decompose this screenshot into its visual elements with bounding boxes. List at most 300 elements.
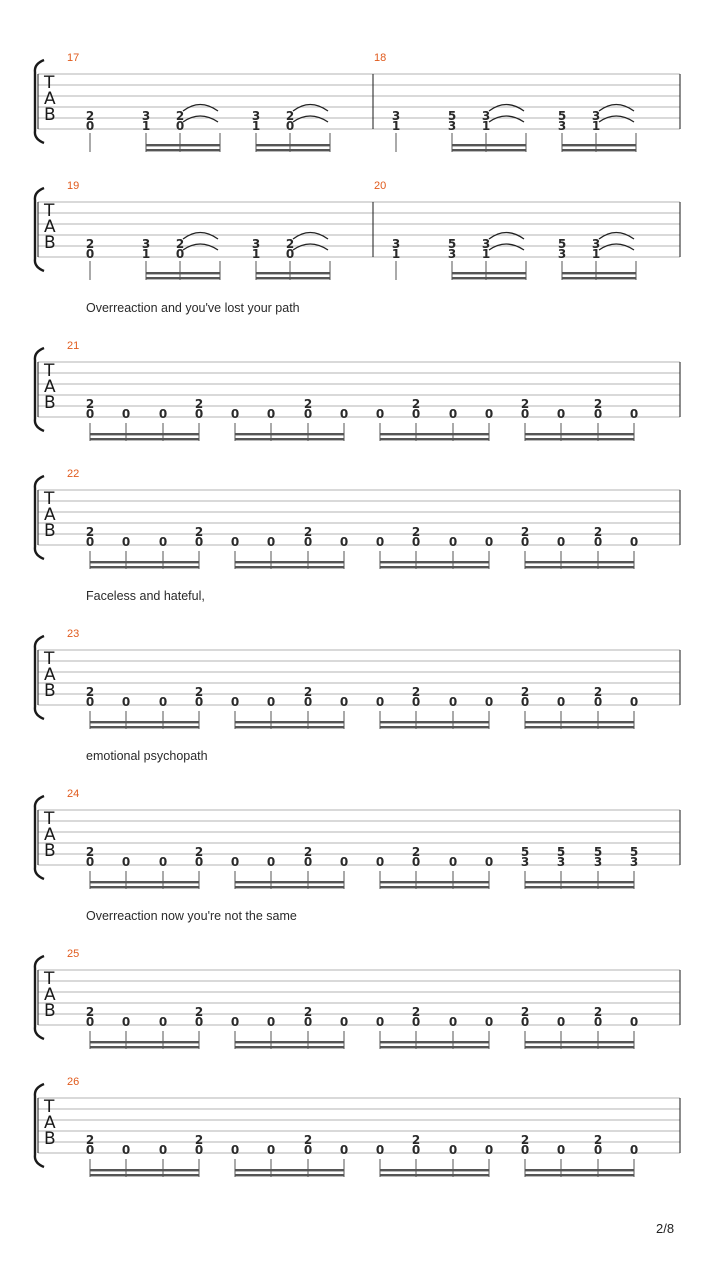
fret-number: 3 [557,119,567,133]
fret-number: 0 [121,1143,131,1157]
fret-number: 2 [303,845,313,859]
fret-number: 0 [448,855,458,869]
fret-number: 0 [175,119,185,133]
fret-number: 1 [391,247,401,261]
fret-number: 1 [141,119,151,133]
fret-number: 3 [520,855,530,869]
tab-system [35,909,680,1049]
fret-number: 5 [556,845,566,859]
slur-tie [489,116,524,122]
tab-system [35,749,680,889]
fret-number: 0 [85,1015,95,1029]
fret-number: 0 [593,407,603,421]
fret-number: 2 [194,525,204,539]
beam [380,1041,489,1043]
fret-number: 0 [448,695,458,709]
fret-number: 2 [285,109,295,123]
beam [90,726,199,728]
fret-number: 0 [520,535,530,549]
tab-clef-letter: A [44,377,56,397]
beam [90,561,199,563]
fret-number: 2 [85,845,95,859]
measure-number: 24 [67,788,80,800]
slur-tie [293,105,328,112]
fret-number: 1 [591,247,601,261]
fret-number: 0 [266,855,276,869]
lyric-line: Faceless and hateful, [86,589,205,603]
tab-system [35,180,680,280]
fret-number: 0 [194,1143,204,1157]
fret-number: 1 [251,247,261,261]
fret-number: 2 [303,685,313,699]
fret-number: 2 [411,397,421,411]
fret-number: 0 [448,535,458,549]
beam [235,726,344,728]
tab-clef-letter: B [44,1001,56,1021]
tab-clef-letter: A [44,217,56,237]
lyric-line: Overreaction and you've lost your path [86,301,300,315]
beam [256,149,330,151]
tab-clef-letter: T [44,361,55,381]
beam [452,272,526,274]
fret-number: 1 [251,119,261,133]
fret-number: 3 [391,109,401,123]
fret-number: 0 [484,695,494,709]
fret-number: 0 [375,407,385,421]
beam [452,144,526,146]
fret-number: 2 [593,1133,603,1147]
fret-number: 0 [230,407,240,421]
slur-tie [489,244,524,250]
beam [90,1046,199,1048]
beam [525,433,634,435]
fret-number: 0 [593,1015,603,1029]
beam [562,149,636,151]
slur-tie [489,233,524,240]
slur-tie [183,105,218,112]
tab-clef-letter: A [44,1113,56,1133]
fret-number: 3 [593,855,603,869]
fret-number: 0 [194,695,204,709]
fret-number: 0 [121,855,131,869]
tab-clef-letter: B [44,841,56,861]
beam [562,277,636,279]
fret-number: 0 [158,1143,168,1157]
beam [380,566,489,568]
fret-number: 0 [556,535,566,549]
fret-number: 0 [484,1015,494,1029]
fret-number: 3 [481,109,491,123]
fret-number: 5 [557,237,567,251]
slur-tie [293,244,328,250]
beam [380,721,489,723]
fret-number: 5 [629,845,639,859]
fret-number: 2 [85,1005,95,1019]
fret-number: 0 [411,1015,421,1029]
fret-number: 0 [266,535,276,549]
fret-number: 0 [158,855,168,869]
beam [90,433,199,435]
tab-clef-letter: T [44,201,55,221]
tab-clef-letter: T [44,809,55,829]
beam [452,277,526,279]
system-bracket [35,796,44,879]
tab-clef-letter: B [44,521,56,541]
fret-number: 2 [194,1005,204,1019]
fret-number: 0 [375,855,385,869]
beam [380,1046,489,1048]
fret-number: 2 [85,1133,95,1147]
beam [525,881,634,883]
fret-number: 0 [303,855,313,869]
beam [146,272,220,274]
beam [380,433,489,435]
slur-tie [183,244,218,250]
measure-number: 21 [67,340,80,352]
fret-number: 3 [447,247,457,261]
beam [90,1169,199,1171]
tab-clef-letter: B [44,105,56,125]
fret-number: 0 [411,855,421,869]
measure-number: 22 [67,468,80,480]
fret-number: 0 [375,1143,385,1157]
beam [380,1169,489,1171]
beam [380,561,489,563]
lyric-line: Overreaction now you're not the same [86,909,297,923]
fret-number: 0 [121,1015,131,1029]
fret-number: 5 [447,237,457,251]
fret-number: 0 [448,407,458,421]
fret-number: 3 [481,237,491,251]
tab-clef-letter: A [44,89,56,109]
fret-number: 0 [520,695,530,709]
fret-number: 2 [520,685,530,699]
fret-number: 0 [556,695,566,709]
fret-number: 0 [593,535,603,549]
fret-number: 2 [194,1133,204,1147]
slur-tie [599,244,634,250]
fret-number: 2 [520,1133,530,1147]
beam [452,149,526,151]
beam [380,1174,489,1176]
fret-number: 5 [593,845,603,859]
fret-number: 0 [484,535,494,549]
fret-number: 0 [484,407,494,421]
page-number: 2/8 [656,1221,675,1236]
fret-number: 2 [303,1005,313,1019]
fret-number: 0 [85,247,95,261]
fret-number: 1 [591,119,601,133]
fret-number: 0 [520,407,530,421]
fret-number: 3 [591,237,601,251]
fret-number: 0 [484,855,494,869]
fret-number: 0 [411,407,421,421]
tab-clef-letter: B [44,233,56,253]
measure-number: 18 [374,52,387,64]
fret-number: 2 [175,237,185,251]
beam [525,1174,634,1176]
fret-number: 0 [448,1015,458,1029]
fret-number: 0 [158,1015,168,1029]
fret-number: 0 [556,1143,566,1157]
fret-number: 0 [175,247,185,261]
beam [235,438,344,440]
fret-number: 0 [629,1143,639,1157]
fret-number: 0 [194,1015,204,1029]
fret-number: 2 [411,845,421,859]
beam [90,1041,199,1043]
beam [525,1169,634,1171]
beam [562,144,636,146]
fret-number: 5 [447,109,457,123]
tab-system [35,589,680,729]
beam [235,1174,344,1176]
beam [90,1174,199,1176]
fret-number: 0 [339,1015,349,1029]
fret-number: 0 [85,535,95,549]
beam [256,272,330,274]
system-bracket [35,348,44,431]
fret-number: 0 [85,407,95,421]
fret-number: 2 [194,397,204,411]
beam [146,144,220,146]
fret-number: 3 [391,237,401,251]
system-bracket [35,188,44,271]
fret-number: 0 [230,1143,240,1157]
fret-number: 0 [520,1015,530,1029]
fret-number: 2 [411,1133,421,1147]
lyric-line: emotional psychopath [86,749,208,763]
beam [90,438,199,440]
fret-number: 0 [285,247,295,261]
fret-number: 0 [230,855,240,869]
fret-number: 3 [447,119,457,133]
measure-number: 20 [374,180,387,192]
fret-number: 0 [339,407,349,421]
fret-number: 0 [158,535,168,549]
fret-number: 5 [557,109,567,123]
fret-number: 1 [481,247,491,261]
fret-number: 0 [339,535,349,549]
beam [256,277,330,279]
fret-number: 2 [85,685,95,699]
fret-number: 2 [85,237,95,251]
tab-clef-letter: B [44,681,56,701]
tab-clef-letter: B [44,393,56,413]
fret-number: 0 [85,855,95,869]
fret-number: 2 [593,685,603,699]
fret-number: 2 [194,845,204,859]
fret-number: 2 [285,237,295,251]
fret-number: 2 [85,397,95,411]
fret-number: 3 [251,237,261,251]
slur-tie [293,116,328,122]
measure-number: 26 [67,1076,80,1088]
fret-number: 0 [158,407,168,421]
fret-number: 3 [629,855,639,869]
fret-number: 2 [303,397,313,411]
fret-number: 2 [411,685,421,699]
beam [235,433,344,435]
fret-number: 0 [303,1015,313,1029]
fret-number: 0 [593,1143,603,1157]
fret-number: 0 [303,407,313,421]
fret-number: 3 [556,855,566,869]
fret-number: 0 [266,1015,276,1029]
tab-clef-letter: T [44,649,55,669]
tab-clef-letter: T [44,489,55,509]
fret-number: 0 [85,1143,95,1157]
beam [235,886,344,888]
fret-number: 0 [266,407,276,421]
beam [235,881,344,883]
fret-number: 0 [556,407,566,421]
fret-number: 2 [303,1133,313,1147]
measure-number: 17 [67,52,80,64]
slur-tie [599,233,634,240]
beam [235,721,344,723]
slur-tie [599,105,634,112]
fret-number: 2 [175,109,185,123]
slur-tie [183,233,218,240]
beam [562,272,636,274]
fret-number: 0 [629,695,639,709]
beam [525,561,634,563]
beam [235,1169,344,1171]
fret-number: 0 [194,535,204,549]
beam [146,149,220,151]
fret-number: 0 [629,535,639,549]
beam [525,726,634,728]
fret-number: 0 [520,1143,530,1157]
fret-number: 0 [266,695,276,709]
system-bracket [35,60,44,143]
fret-number: 0 [339,695,349,709]
beam [525,886,634,888]
fret-number: 2 [411,525,421,539]
fret-number: 1 [391,119,401,133]
tab-system [35,1076,680,1177]
fret-number: 0 [303,535,313,549]
fret-number: 0 [411,1143,421,1157]
fret-number: 2 [85,525,95,539]
fret-number: 0 [285,119,295,133]
fret-number: 0 [375,1015,385,1029]
measure-number: 23 [67,628,80,640]
tab-system [35,301,680,441]
tab-clef-letter: T [44,1097,55,1117]
beam [90,886,199,888]
fret-number: 2 [520,1005,530,1019]
fret-number: 0 [303,695,313,709]
beam [235,1041,344,1043]
fret-number: 3 [591,109,601,123]
slur-tie [183,116,218,122]
fret-number: 0 [85,695,95,709]
slur-tie [489,105,524,112]
tab-system [35,468,680,569]
fret-number: 0 [375,695,385,709]
fret-number: 0 [194,855,204,869]
fret-number: 0 [158,695,168,709]
fret-number: 0 [556,1015,566,1029]
fret-number: 2 [411,1005,421,1019]
fret-number: 1 [141,247,151,261]
system-bracket [35,636,44,719]
fret-number: 0 [339,855,349,869]
beam [146,277,220,279]
fret-number: 0 [448,1143,458,1157]
tab-system [35,52,680,152]
beam [525,1041,634,1043]
beam [380,726,489,728]
slur-tie [293,233,328,240]
fret-number: 0 [121,407,131,421]
fret-number: 0 [484,1143,494,1157]
fret-number: 3 [141,237,151,251]
fret-number: 2 [520,397,530,411]
fret-number: 5 [520,845,530,859]
fret-number: 0 [593,695,603,709]
beam [235,561,344,563]
fret-number: 0 [411,695,421,709]
beam [235,1046,344,1048]
measure-number: 19 [67,180,80,192]
beam [90,721,199,723]
system-bracket [35,476,44,559]
beam [380,438,489,440]
fret-number: 3 [141,109,151,123]
tab-clef-letter: T [44,73,55,93]
measure-number: 25 [67,948,80,960]
fret-number: 2 [85,109,95,123]
fret-number: 2 [593,525,603,539]
fret-number: 0 [194,407,204,421]
fret-number: 2 [303,525,313,539]
tab-clef-letter: A [44,825,56,845]
tab-clef-letter: B [44,1129,56,1149]
beam [380,881,489,883]
beam [256,144,330,146]
fret-number: 0 [266,1143,276,1157]
tab-clef-letter: A [44,665,56,685]
beam [525,721,634,723]
fret-number: 0 [303,1143,313,1157]
system-bracket [35,1084,44,1167]
fret-number: 0 [121,535,131,549]
fret-number: 1 [481,119,491,133]
slur-tie [599,116,634,122]
beam [525,438,634,440]
tab-clef-letter: A [44,505,56,525]
fret-number: 2 [520,525,530,539]
fret-number: 0 [230,535,240,549]
tab-clef-letter: T [44,969,55,989]
tab-clef-letter: A [44,985,56,1005]
fret-number: 0 [230,695,240,709]
fret-number: 0 [339,1143,349,1157]
fret-number: 0 [121,695,131,709]
beam [90,566,199,568]
fret-number: 0 [230,1015,240,1029]
fret-number: 0 [629,1015,639,1029]
fret-number: 0 [629,407,639,421]
beam [525,566,634,568]
fret-number: 0 [85,119,95,133]
fret-number: 3 [557,247,567,261]
beam [235,566,344,568]
beam [380,886,489,888]
